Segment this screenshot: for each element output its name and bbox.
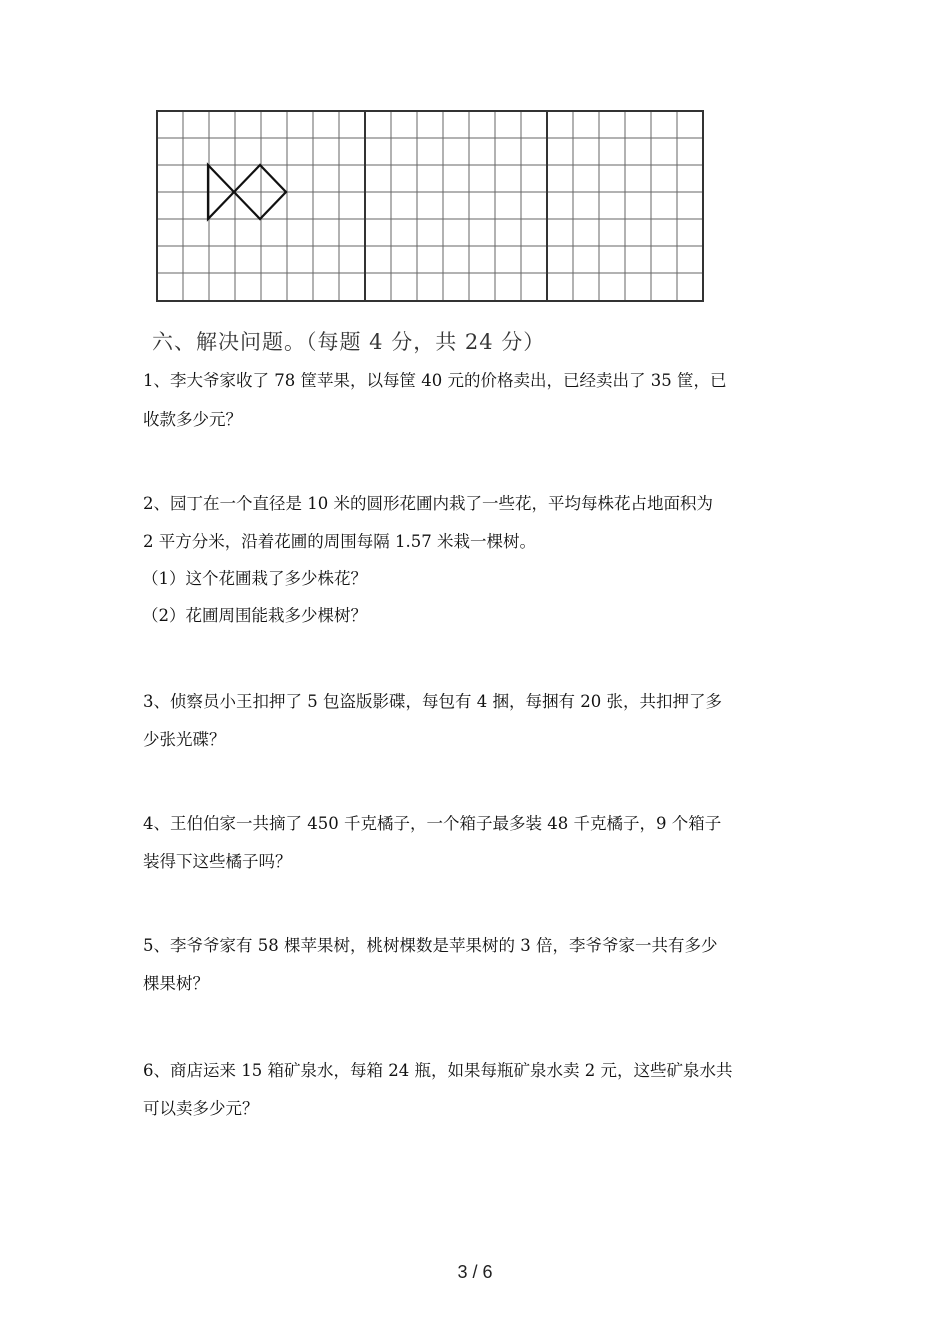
problem-2-line-2: 2 平方分米，沿着花圃的周围每隔 1.57 米栽一棵树。 — [143, 532, 536, 551]
problem-6-line-2: 可以卖多少元？ — [143, 1099, 259, 1118]
problem-5-line-1: 5、李爷爷家有 58 棵苹果树，桃树棵数是苹果树的 3 倍，李爷爷家一共有多少 — [143, 936, 718, 955]
problem-3-line-1: 3、侦察员小王扣押了 5 包盗版影碟，每包有 4 捆，每捆有 20 张，共扣押了多 — [143, 692, 722, 711]
problem-5-line-2: 棵果树？ — [143, 974, 209, 993]
problem-4-line-1: 4、王伯伯家一共摘了 450 千克橘子，一个箱子最多装 48 千克橘子，9 个箱子 — [143, 814, 722, 833]
problem-1-line-2: 收款多少元？ — [143, 410, 242, 429]
grid-lines — [157, 111, 703, 301]
problem-3-line-2: 少张光碟？ — [143, 730, 226, 749]
problem-1-line-1: 1、李大爷家收了 78 筐苹果，以每筐 40 元的价格卖出，已经卖出了 35 筐，已 — [143, 371, 727, 390]
problem-4-line-2: 装得下这些橘子吗？ — [143, 852, 292, 871]
problem-2-sub-1: （1）这个花圃栽了多少株花？ — [142, 569, 367, 588]
problem-2-line-1: 2、园丁在一个直径是 10 米的圆形花圃内栽了一些花，平均每株花占地面积为 — [143, 494, 713, 513]
page-number: 3 / 6 — [457, 1262, 493, 1282]
problem-6-line-1: 6、商店运来 15 箱矿泉水，每箱 24 瓶，如果每瓶矿泉水卖 2 元，这些矿泉水共 — [143, 1061, 733, 1080]
section-title: 六、解决问题。（每题 4 分，共 24 分） — [152, 330, 546, 354]
problem-2-sub-2: （2）花圃周围能栽多少棵树？ — [142, 606, 367, 625]
grid-figure — [156, 110, 706, 306]
